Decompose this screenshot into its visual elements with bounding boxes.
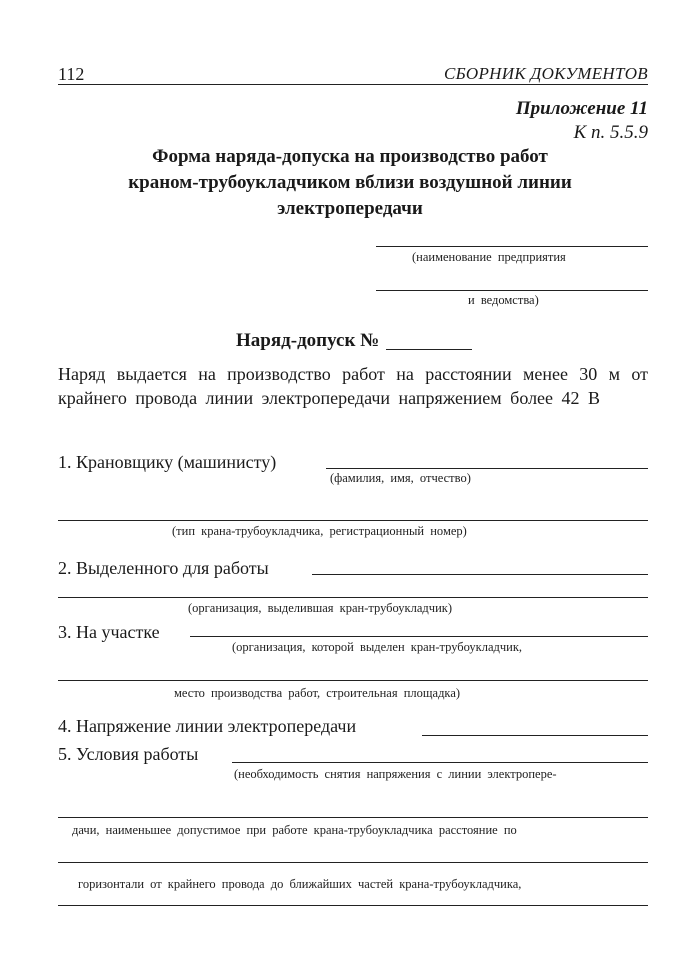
enterprise-line-1[interactable] <box>376 246 648 247</box>
form-title-line2: краном-трубоукладчиком вблизи воздушной линии <box>128 172 572 193</box>
field-5-line-4[interactable] <box>58 905 648 906</box>
field-3-label: 3. На участке <box>58 622 160 642</box>
field-3-line-2[interactable] <box>58 680 648 681</box>
permit-number-line[interactable] <box>386 349 472 350</box>
field-3-line[interactable] <box>190 636 648 637</box>
field-5-caption: (необходимость снятия напряжения с линии электропере- <box>234 767 557 781</box>
field-2-label: 2. Выделенного для работы <box>58 558 269 578</box>
field-1-caption-2: (тип крана-трубоукладчика, регистрационный номер) <box>172 524 467 538</box>
field-3-caption: (организация, которой выделен кран-трубоукладчик, <box>232 640 523 654</box>
form-title-line1: Форма наряда-допуска на производство работ <box>152 146 548 167</box>
collection-title: СБОРНИК ДОКУМЕНТОВ <box>443 64 648 83</box>
field-5-caption-3: горизонтали от крайнего провода до ближайших частей крана-трубоукладчика, <box>78 877 522 891</box>
field-5-line-2[interactable] <box>58 817 648 818</box>
field-2-line-2[interactable] <box>58 597 648 598</box>
form-title-line3: электропередачи <box>277 198 423 219</box>
field-5-label: 5. Условия работы <box>58 744 199 764</box>
appendix-label: Приложение 11 <box>515 98 648 119</box>
field-5-caption-2: дачи, наименьшее допустимое при работе крана-трубоукладчика расстояние по <box>72 823 517 837</box>
intro-paragraph: Наряд выдается на производство работ на расстоянии менее 30 м от крайнего провода линии электропередачи напряжением более 42 В <box>58 364 648 408</box>
field-4-label: 4. Напряжение линии электропередачи <box>58 716 357 736</box>
page-number: 112 <box>58 64 85 84</box>
field-1-line-2[interactable] <box>58 520 648 521</box>
header-divider <box>58 84 648 85</box>
field-2-line[interactable] <box>312 574 648 575</box>
field-5-line-3[interactable] <box>58 862 648 863</box>
enterprise-line-2[interactable] <box>376 290 648 291</box>
field-4-line[interactable] <box>422 735 648 736</box>
field-1-label: 1. Крановщику (машинисту) <box>58 452 277 472</box>
field-5-line[interactable] <box>232 762 648 763</box>
permit-label: Наряд-допуск № <box>236 330 380 351</box>
appendix-reference: К п. 5.5.9 <box>573 122 648 143</box>
field-1-caption: (фамилия, имя, отчество) <box>330 471 471 485</box>
field-3-caption-2: место производства работ, строительная площадка) <box>174 686 461 700</box>
enterprise-caption-2: и ведомства) <box>468 293 539 307</box>
field-1-line[interactable] <box>326 468 648 469</box>
form-title <box>120 144 580 222</box>
field-2-caption: (организация, выделившая кран-трубоукладчик) <box>188 601 452 615</box>
enterprise-caption-1: (наименование предприятия <box>412 250 566 264</box>
